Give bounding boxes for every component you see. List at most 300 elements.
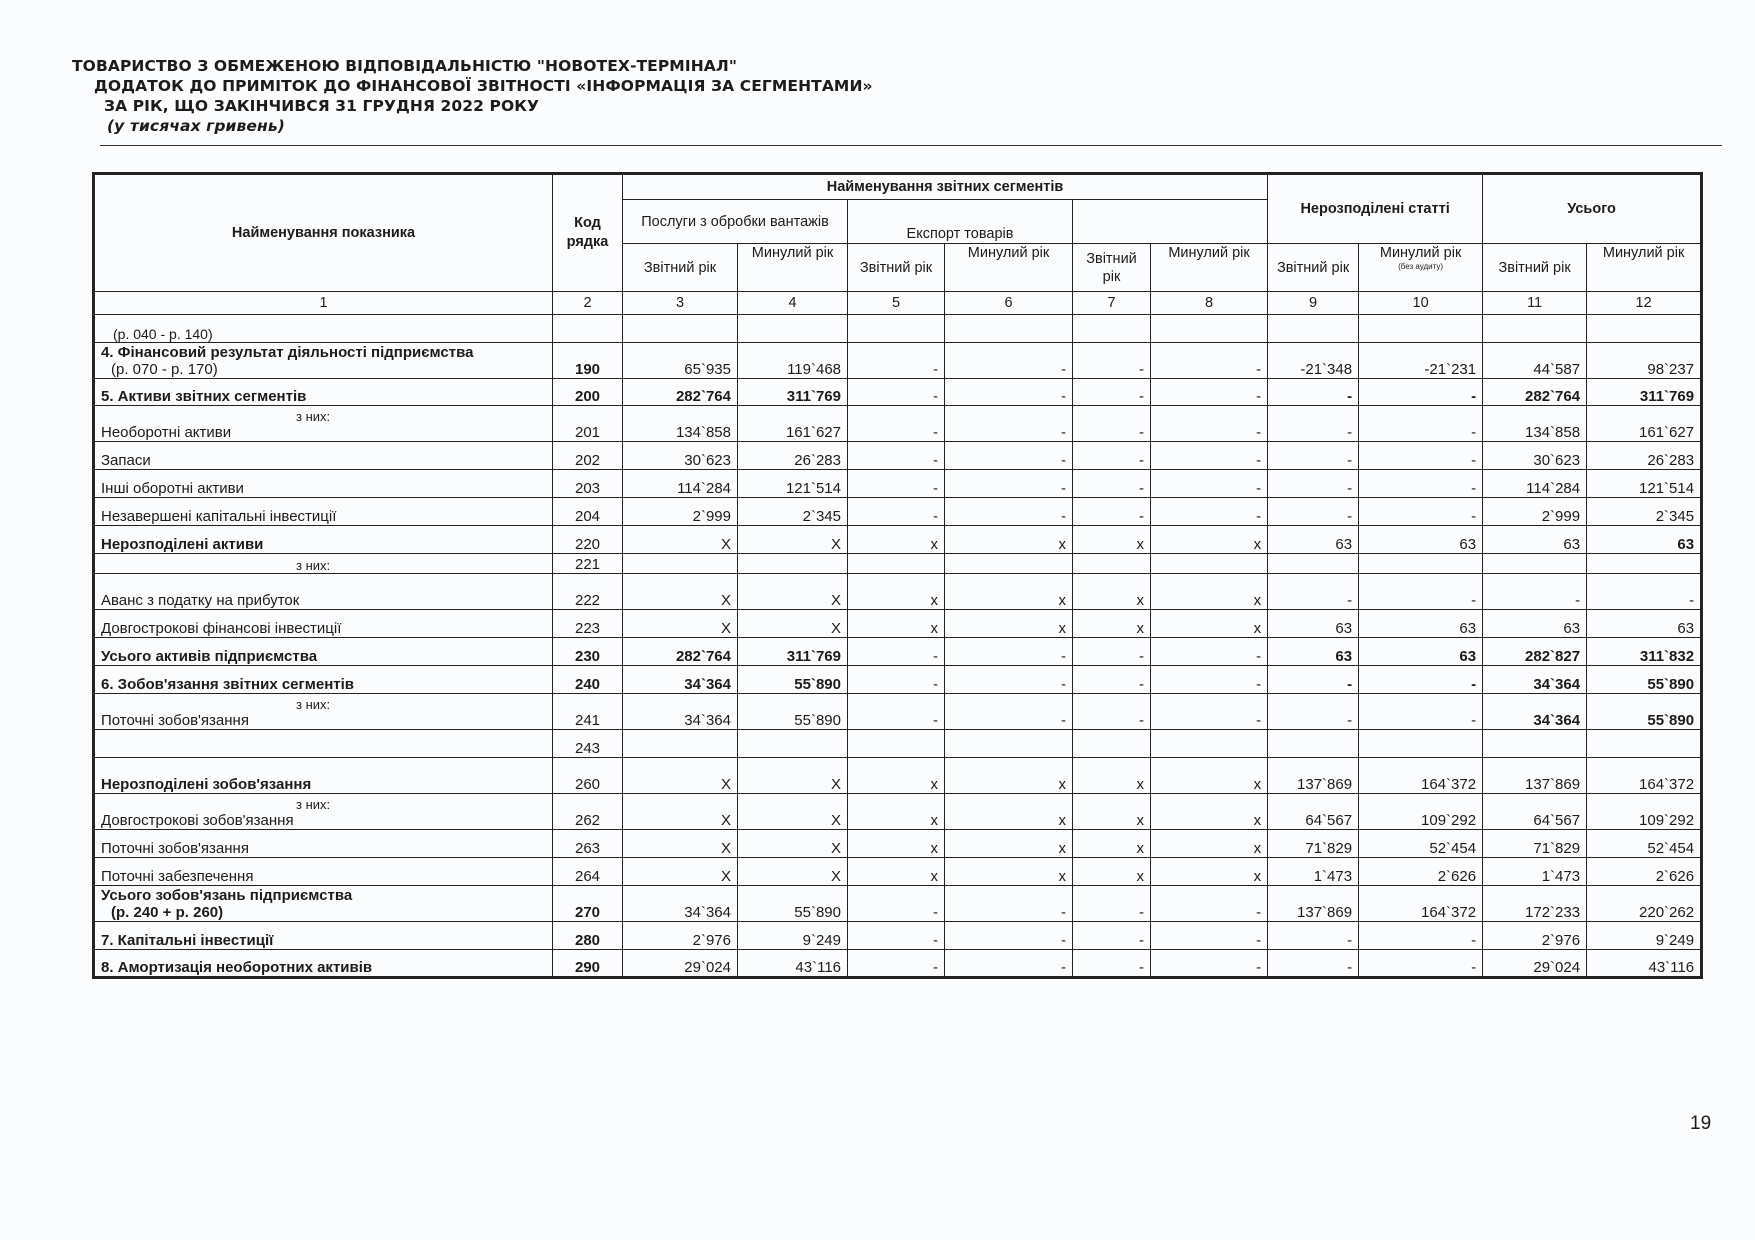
company-name: ТОВАРИСТВО З ОБМЕЖЕНОЮ ВІДПОВІДАЛЬНІСТЮ "НОВОТЕХ-ТЕРМІНАЛ": [72, 57, 738, 75]
value-cell: -: [1359, 406, 1483, 442]
value-cell: X: [623, 830, 738, 858]
table-row: [94, 666, 1702, 694]
table-row: [94, 794, 1702, 830]
header-cur-11: Звітний рік: [1483, 244, 1587, 292]
value-cell: x: [945, 794, 1073, 830]
value-cell: -: [848, 922, 945, 950]
table-row: [94, 610, 1702, 638]
header-prev-6: Минулий рік: [945, 244, 1073, 292]
row-code: 220: [553, 526, 623, 554]
row-name: Поточні зобов'язання: [101, 840, 249, 857]
row-label: [94, 950, 553, 978]
page-number: 19: [1690, 1113, 1712, 1134]
value-cell: -: [945, 666, 1073, 694]
column-number: 3: [623, 292, 738, 315]
row-name: Поточні зобов'язання: [101, 712, 249, 729]
value-cell: x: [1073, 794, 1151, 830]
value-cell: -: [1268, 694, 1359, 730]
value-cell: -: [1151, 694, 1268, 730]
value-cell: -: [1073, 343, 1151, 379]
value-cell: 9`249: [1587, 922, 1702, 950]
value-cell: -: [1268, 950, 1359, 978]
row-name: Усього зобов'язань підприємства: [101, 887, 353, 904]
value-cell: -: [945, 406, 1073, 442]
segments-table: [92, 172, 1703, 979]
row-name: (р. 040 - р. 140): [113, 326, 213, 342]
row-label: [94, 526, 553, 554]
value-cell: 55`890: [738, 694, 848, 730]
value-cell: -: [1151, 379, 1268, 406]
value-cell: -: [945, 343, 1073, 379]
value-cell: 311`769: [738, 638, 848, 666]
value-cell: -: [1151, 406, 1268, 442]
of-which-label: з них:: [296, 558, 331, 573]
value-cell: 161`627: [738, 406, 848, 442]
row-code: 260: [553, 758, 623, 794]
value-cell: -: [1268, 379, 1359, 406]
value-cell: 1`473: [1483, 858, 1587, 886]
value-cell: [848, 730, 945, 758]
table-row: [94, 638, 1702, 666]
table-row: [94, 554, 1702, 574]
value-cell: -: [1587, 574, 1702, 610]
value-cell: -: [1359, 379, 1483, 406]
value-cell: x: [848, 758, 945, 794]
value-cell: 1`473: [1268, 858, 1359, 886]
value-cell: [1587, 315, 1702, 343]
value-cell: 55`890: [738, 666, 848, 694]
value-cell: -: [1268, 574, 1359, 610]
value-cell: x: [848, 574, 945, 610]
value-cell: -: [1073, 470, 1151, 498]
value-cell: [1359, 315, 1483, 343]
value-cell: -: [1073, 442, 1151, 470]
column-number: 1: [94, 292, 553, 315]
row-label: [94, 343, 553, 379]
value-cell: x: [848, 794, 945, 830]
header-cur-9: Звітний рік: [1268, 244, 1359, 292]
value-cell: -: [1151, 442, 1268, 470]
value-cell: [738, 730, 848, 758]
row-label: [94, 498, 553, 526]
value-cell: X: [738, 794, 848, 830]
value-cell: 134`858: [1483, 406, 1587, 442]
value-cell: 137`869: [1268, 758, 1359, 794]
header-unallocated: Нерозподілені статті: [1268, 174, 1483, 244]
value-cell: x: [1073, 858, 1151, 886]
table-row: [94, 526, 1702, 554]
row-code: 201: [553, 406, 623, 442]
value-cell: X: [623, 794, 738, 830]
value-cell: 282`764: [1483, 379, 1587, 406]
row-code: 280: [553, 922, 623, 950]
value-cell: [1268, 730, 1359, 758]
value-cell: X: [738, 758, 848, 794]
value-cell: 64`567: [1483, 794, 1587, 830]
table-row: [94, 470, 1702, 498]
value-cell: [1587, 554, 1702, 574]
value-cell: -: [848, 694, 945, 730]
table-row: [94, 886, 1702, 922]
value-cell: -: [1073, 666, 1151, 694]
row-code: 221: [553, 554, 623, 574]
row-name: Поточні забезпечення: [101, 868, 254, 885]
value-cell: -: [848, 470, 945, 498]
table-row: [94, 730, 1702, 758]
value-cell: 114`284: [623, 470, 738, 498]
table-row: [94, 950, 1702, 978]
value-cell: 63: [1268, 526, 1359, 554]
value-cell: [1483, 554, 1587, 574]
value-cell: -: [1151, 886, 1268, 922]
table-row: [94, 406, 1702, 442]
row-name: 5. Активи звітних сегментів: [101, 388, 307, 405]
value-cell: 63: [1587, 526, 1702, 554]
value-cell: -: [1359, 694, 1483, 730]
value-cell: -: [848, 379, 945, 406]
value-cell: X: [738, 610, 848, 638]
value-cell: 34`364: [623, 886, 738, 922]
row-name: Довгострокові зобов'язання: [101, 812, 294, 829]
row-formula: (р. 070 - р. 170): [111, 361, 218, 378]
value-cell: 2`976: [623, 922, 738, 950]
value-cell: -: [1268, 666, 1359, 694]
value-cell: -: [945, 470, 1073, 498]
row-code: 204: [553, 498, 623, 526]
value-cell: -: [1151, 470, 1268, 498]
value-cell: 63: [1359, 610, 1483, 638]
row-label: [94, 794, 553, 830]
value-cell: 282`764: [623, 379, 738, 406]
value-cell: -: [1359, 442, 1483, 470]
value-cell: 282`827: [1483, 638, 1587, 666]
value-cell: x: [1073, 526, 1151, 554]
value-cell: 311`832: [1587, 638, 1702, 666]
value-cell: -: [848, 666, 945, 694]
value-cell: 2`999: [623, 498, 738, 526]
value-cell: -: [1073, 406, 1151, 442]
table-row: [94, 858, 1702, 886]
row-code: [553, 315, 623, 343]
value-cell: x: [945, 574, 1073, 610]
table-row: [94, 758, 1702, 794]
header-cur-3: Звітний рік: [623, 244, 738, 292]
row-label: [94, 858, 553, 886]
value-cell: 63: [1483, 610, 1587, 638]
value-cell: X: [623, 574, 738, 610]
row-name: Усього активів підприємства: [101, 648, 318, 665]
row-code: 262: [553, 794, 623, 830]
column-number: 11: [1483, 292, 1587, 315]
value-cell: 55`890: [1587, 666, 1702, 694]
header-total: Усього: [1483, 174, 1702, 244]
value-cell: 34`364: [623, 666, 738, 694]
value-cell: -: [1151, 950, 1268, 978]
row-label: [94, 758, 553, 794]
value-cell: 71`829: [1268, 830, 1359, 858]
table-row: [94, 830, 1702, 858]
value-cell: 52`454: [1587, 830, 1702, 858]
header-cur-5: Звітний рік: [848, 244, 945, 292]
value-cell: -: [1073, 886, 1151, 922]
column-number: 10: [1359, 292, 1483, 315]
row-label: [94, 554, 553, 574]
value-cell: 172`233: [1483, 886, 1587, 922]
value-cell: 34`364: [1483, 694, 1587, 730]
value-cell: x: [848, 830, 945, 858]
value-cell: 114`284: [1483, 470, 1587, 498]
value-cell: -: [945, 442, 1073, 470]
value-cell: -: [848, 343, 945, 379]
column-number: 4: [738, 292, 848, 315]
row-name: Нерозподілені зобов'язання: [101, 776, 312, 793]
table-row: [94, 442, 1702, 470]
value-cell: -: [1359, 666, 1483, 694]
value-cell: [623, 315, 738, 343]
row-label: [94, 574, 553, 610]
value-cell: -: [1073, 922, 1151, 950]
value-cell: -: [1073, 498, 1151, 526]
value-cell: 2`999: [1483, 498, 1587, 526]
value-cell: -: [1359, 498, 1483, 526]
header-cargo-services: Послуги з обробки вантажів: [623, 200, 848, 244]
value-cell: 282`764: [623, 638, 738, 666]
row-formula: (р. 240 + р. 260): [111, 904, 224, 921]
value-cell: -: [1268, 922, 1359, 950]
value-cell: [945, 730, 1073, 758]
value-cell: x: [1073, 830, 1151, 858]
value-cell: 137`869: [1268, 886, 1359, 922]
row-code: 263: [553, 830, 623, 858]
value-cell: -: [1151, 666, 1268, 694]
row-code: 243: [553, 730, 623, 758]
value-cell: 26`283: [738, 442, 848, 470]
row-label: [94, 406, 553, 442]
value-cell: X: [738, 526, 848, 554]
header-empty-segment: [1073, 200, 1268, 244]
row-name: Запаси: [101, 452, 151, 469]
row-label: [94, 315, 553, 343]
value-cell: -: [848, 442, 945, 470]
value-cell: x: [945, 858, 1073, 886]
table-row: [94, 574, 1702, 610]
value-cell: 109`292: [1359, 794, 1483, 830]
header-prev-12: Минулий рік: [1587, 244, 1702, 292]
value-cell: 63: [1359, 526, 1483, 554]
row-code: 222: [553, 574, 623, 610]
value-cell: -: [848, 638, 945, 666]
no-audit-note: (без аудиту): [1398, 262, 1444, 271]
value-cell: -: [945, 886, 1073, 922]
row-code: 270: [553, 886, 623, 922]
value-cell: 134`858: [623, 406, 738, 442]
value-cell: 63: [1268, 610, 1359, 638]
value-cell: 2`976: [1483, 922, 1587, 950]
value-cell: 137`869: [1483, 758, 1587, 794]
value-cell: -: [1483, 574, 1587, 610]
value-cell: x: [848, 526, 945, 554]
value-cell: -: [1268, 406, 1359, 442]
value-cell: -: [1073, 638, 1151, 666]
value-cell: -: [945, 922, 1073, 950]
row-label: [94, 442, 553, 470]
value-cell: x: [1073, 758, 1151, 794]
header-code: Код рядка: [553, 174, 623, 292]
report-period: ЗА РІК, ЩО ЗАКІНЧИВСЯ 31 ГРУДНЯ 2022 РОКУ: [104, 97, 540, 115]
value-cell: 9`249: [738, 922, 848, 950]
row-name: 6. Зобов'язання звітних сегментів: [101, 676, 354, 693]
row-name: Необоротні активи: [101, 424, 232, 441]
value-cell: x: [1151, 858, 1268, 886]
value-cell: [1073, 315, 1151, 343]
value-cell: 26`283: [1587, 442, 1702, 470]
value-cell: x: [848, 610, 945, 638]
column-number: 7: [1073, 292, 1151, 315]
column-number: 6: [945, 292, 1073, 315]
value-cell: 2`626: [1359, 858, 1483, 886]
value-cell: x: [1073, 610, 1151, 638]
value-cell: 29`024: [623, 950, 738, 978]
value-cell: -: [1268, 442, 1359, 470]
value-cell: x: [945, 758, 1073, 794]
value-cell: 63: [1268, 638, 1359, 666]
value-cell: -: [945, 950, 1073, 978]
value-cell: [623, 554, 738, 574]
value-cell: [1268, 554, 1359, 574]
row-name: 7. Капітальні інвестиції: [101, 932, 274, 949]
value-cell: -: [848, 498, 945, 526]
header-indicator: Найменування показника: [94, 174, 553, 292]
value-cell: [1268, 315, 1359, 343]
value-cell: 164`372: [1587, 758, 1702, 794]
value-cell: x: [945, 830, 1073, 858]
value-cell: X: [623, 858, 738, 886]
value-cell: -: [945, 379, 1073, 406]
column-number: 12: [1587, 292, 1702, 315]
value-cell: 34`364: [1483, 666, 1587, 694]
value-cell: [1151, 554, 1268, 574]
value-cell: x: [1151, 610, 1268, 638]
table-row: [94, 922, 1702, 950]
of-which-label: з них:: [296, 409, 331, 424]
value-cell: X: [623, 526, 738, 554]
value-cell: 34`364: [623, 694, 738, 730]
value-cell: 109`292: [1587, 794, 1702, 830]
table-row: [94, 498, 1702, 526]
value-cell: X: [738, 858, 848, 886]
value-cell: x: [1151, 794, 1268, 830]
value-cell: 161`627: [1587, 406, 1702, 442]
value-cell: -: [1359, 950, 1483, 978]
value-cell: x: [945, 526, 1073, 554]
value-cell: [1483, 315, 1587, 343]
table-body: [94, 315, 1702, 978]
value-cell: [1359, 554, 1483, 574]
header-export: Експорт товарів: [848, 200, 1073, 244]
row-code: 240: [553, 666, 623, 694]
header-prev-8: Минулий рік: [1151, 244, 1268, 292]
value-cell: -: [1151, 638, 1268, 666]
value-cell: 63: [1483, 526, 1587, 554]
value-cell: [945, 554, 1073, 574]
value-cell: -: [1359, 574, 1483, 610]
value-cell: -: [1268, 498, 1359, 526]
value-cell: x: [1073, 574, 1151, 610]
value-cell: -: [1151, 343, 1268, 379]
header-prev-10-label: Минулий рік: [1379, 245, 1462, 261]
column-number: 5: [848, 292, 945, 315]
row-name: 4. Фінансовий результат діяльності підприємства: [101, 344, 474, 361]
value-cell: x: [1151, 526, 1268, 554]
value-cell: -: [1073, 379, 1151, 406]
value-cell: -: [1359, 470, 1483, 498]
row-code: 200: [553, 379, 623, 406]
row-label: [94, 730, 553, 758]
column-numbers-row: [94, 292, 1702, 315]
value-cell: [1359, 730, 1483, 758]
report-header: [72, 56, 1722, 136]
report-title: ДОДАТОК ДО ПРИМІТОК ДО ФІНАНСОВОЇ ЗВІТНОСТІ «ІНФОРМАЦІЯ ЗА СЕГМЕНТАМИ»: [94, 77, 873, 95]
value-cell: -: [1359, 922, 1483, 950]
value-cell: 44`587: [1483, 343, 1587, 379]
value-cell: [738, 554, 848, 574]
row-name: Аванс з податку на прибуток: [101, 592, 300, 609]
value-cell: 2`345: [738, 498, 848, 526]
value-cell: 311`769: [738, 379, 848, 406]
value-cell: -: [945, 498, 1073, 526]
header-prev-10: [1359, 244, 1483, 292]
header-rule: [100, 145, 1722, 146]
value-cell: 30`623: [623, 442, 738, 470]
value-cell: -: [1073, 694, 1151, 730]
row-code: 230: [553, 638, 623, 666]
row-label: [94, 638, 553, 666]
header-cur-7: Звітний рік: [1073, 244, 1151, 292]
row-name: Довгострокові фінансові інвестиції: [101, 620, 342, 637]
value-cell: 55`890: [738, 886, 848, 922]
value-cell: -21`348: [1268, 343, 1359, 379]
value-cell: -: [848, 406, 945, 442]
table-row: [94, 694, 1702, 730]
value-cell: 164`372: [1359, 758, 1483, 794]
row-code: 264: [553, 858, 623, 886]
value-cell: 98`237: [1587, 343, 1702, 379]
of-which-label: з них:: [296, 797, 331, 812]
of-which-label: з них:: [296, 697, 331, 712]
value-cell: 63: [1587, 610, 1702, 638]
value-cell: X: [623, 758, 738, 794]
value-cell: -: [1073, 950, 1151, 978]
value-cell: 2`626: [1587, 858, 1702, 886]
value-cell: 119`468: [738, 343, 848, 379]
value-cell: 55`890: [1587, 694, 1702, 730]
value-cell: -: [848, 886, 945, 922]
value-cell: 71`829: [1483, 830, 1587, 858]
value-cell: 29`024: [1483, 950, 1587, 978]
value-cell: [1151, 315, 1268, 343]
value-cell: -: [1151, 498, 1268, 526]
value-cell: -: [945, 694, 1073, 730]
value-cell: 121`514: [1587, 470, 1702, 498]
column-number: 9: [1268, 292, 1359, 315]
value-cell: 43`116: [1587, 950, 1702, 978]
currency-unit: (у тисячах гривень): [107, 117, 285, 135]
row-name: 8. Амортизація необоротних активів: [101, 959, 373, 976]
row-label: [94, 830, 553, 858]
value-cell: [738, 315, 848, 343]
row-label: [94, 470, 553, 498]
row-name: Нерозподілені активи: [101, 536, 264, 553]
